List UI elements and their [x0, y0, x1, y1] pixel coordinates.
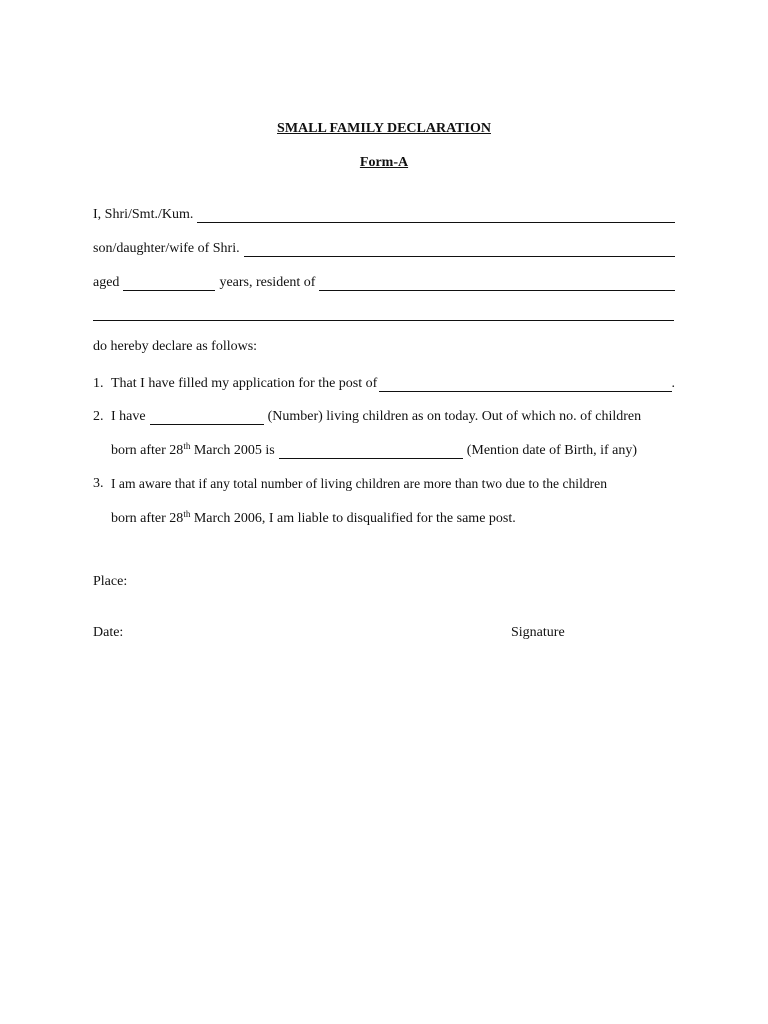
list-item-1: [93, 372, 675, 392]
item-2-text-a: I have: [111, 409, 146, 424]
list-item-2: [93, 405, 675, 425]
list-item-3-continued: [111, 507, 675, 527]
children-count-blank[interactable]: [150, 410, 264, 425]
declare-text: do hereby declare as follows:: [93, 339, 258, 354]
name-blank[interactable]: [197, 208, 675, 223]
item-3-number: 3.: [93, 476, 104, 491]
signature-label: Signature: [511, 625, 565, 640]
list-item-2-continued: [111, 439, 675, 459]
name-line: [93, 203, 675, 223]
children-after-2005-blank[interactable]: [279, 444, 463, 459]
item-1-text: That I have filled my application for the post of: [111, 376, 378, 391]
relation-label: son/daughter/wife of Shri.: [93, 241, 240, 256]
item-2-march-2005: March 2005 is: [190, 443, 275, 458]
item-3-march-2006: March 2006, I am liable to disqualified for the same post.: [190, 511, 516, 526]
item-2-text-c: [111, 443, 275, 459]
item-3-text-a: I am aware that if any total number of living children are more than two due to the children: [111, 476, 607, 491]
address-continuation-blank[interactable]: [93, 320, 674, 321]
item-2-born-after: born after 28: [111, 443, 184, 458]
item-1-number: 1.: [93, 376, 104, 391]
item-2-text-b: (Number) living children as on today. Out of which no. of children: [267, 409, 642, 424]
date-label: Date:: [93, 625, 124, 640]
name-label: I, Shri/Smt./Kum.: [93, 207, 194, 222]
form-label: Form-A: [359, 155, 409, 170]
age-residence-line: [93, 271, 675, 291]
item-2-mention-dob: (Mention date of Birth, if any): [466, 443, 638, 458]
aged-label: aged: [93, 275, 120, 290]
residence-blank[interactable]: [319, 276, 675, 291]
item-2-superscript: th: [183, 441, 191, 451]
relation-line: [93, 237, 675, 257]
item-1-period: .: [671, 376, 675, 391]
place-label: Place:: [93, 574, 128, 589]
item-2-number: 2.: [93, 409, 104, 424]
document-title: SMALL FAMILY DECLARATION: [277, 121, 491, 136]
resident-label: years, resident of: [219, 275, 316, 290]
post-blank[interactable]: [379, 377, 671, 392]
item-3-text-b: [111, 511, 516, 527]
relation-blank[interactable]: [244, 242, 675, 257]
age-blank[interactable]: [123, 276, 215, 291]
item-3-born-after: born after 28: [111, 511, 184, 526]
list-item-3: [93, 472, 675, 492]
item-3-superscript: th: [183, 509, 191, 519]
